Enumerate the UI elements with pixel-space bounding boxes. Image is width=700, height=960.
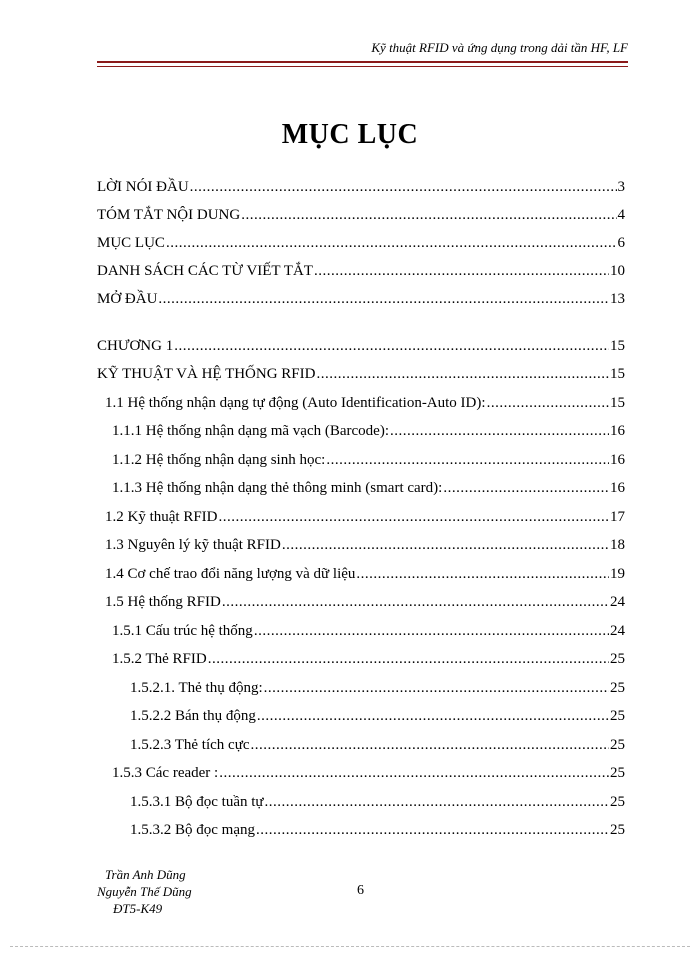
toc-entry-text: 1.1.2 Hệ thống nhận dạng sinh học: bbox=[112, 452, 326, 468]
toc-entry-page: 24 bbox=[610, 594, 625, 610]
running-header-title: Kỹ thuật RFID và ứng dụng trong dải tần HF, LF bbox=[371, 40, 628, 55]
footer-authors bbox=[97, 866, 192, 917]
footer-class-code: ĐT5-K49 bbox=[113, 901, 163, 916]
toc-entry[interactable] bbox=[112, 763, 625, 783]
toc-entry-page: 16 bbox=[610, 480, 625, 496]
footer-author-name: Trần Anh Dũng bbox=[105, 867, 186, 882]
toc-entry[interactable] bbox=[97, 289, 625, 309]
toc-leader-dots bbox=[443, 478, 609, 498]
toc-entry-text: CHƯƠNG 1 bbox=[97, 338, 174, 354]
toc-entry-page: 16 bbox=[610, 423, 625, 439]
toc-leader-dots bbox=[326, 450, 609, 470]
header-rule-thin bbox=[97, 66, 628, 67]
toc-leader-dots bbox=[251, 735, 610, 755]
toc-entry-page: 25 bbox=[610, 822, 625, 838]
toc-leader-dots bbox=[166, 233, 617, 253]
toc-entry-page: 15 bbox=[610, 338, 625, 354]
toc-entry[interactable] bbox=[105, 592, 625, 612]
toc-entry-text: 1.1 Hệ thống nhận dạng tự động (Auto Identification-Auto ID): bbox=[105, 395, 486, 411]
toc-entry-page: 25 bbox=[610, 680, 625, 696]
toc-entry-page: 15 bbox=[610, 395, 625, 411]
toc-entry-page: 6 bbox=[617, 235, 625, 251]
toc-leader-dots bbox=[265, 792, 609, 812]
toc-entry-text: 1.1.1 Hệ thống nhận dạng mã vạch (Barcode): bbox=[112, 423, 389, 439]
toc-entry-page: 25 bbox=[610, 651, 625, 667]
toc-entry-text: 1.5.3.2 Bộ đọc mạng bbox=[130, 822, 255, 838]
toc-entry-text: DANH SÁCH CÁC TỪ VIẾT TẮT bbox=[97, 263, 313, 279]
toc-leader-dots bbox=[256, 820, 609, 840]
toc-entry-text: 1.5.2.1. Thẻ thụ động: bbox=[130, 680, 263, 696]
toc-leader-dots bbox=[241, 205, 616, 225]
toc-leader-dots bbox=[190, 177, 617, 197]
toc-entry[interactable] bbox=[97, 336, 625, 356]
toc-entry-page: 25 bbox=[610, 765, 625, 781]
toc-entry-page: 17 bbox=[610, 509, 625, 525]
toc-entry[interactable] bbox=[97, 233, 625, 253]
toc-entry-page: 25 bbox=[610, 737, 625, 753]
toc-entry-page: 15 bbox=[610, 366, 625, 382]
page-bottom-edge bbox=[10, 946, 690, 947]
toc-entry[interactable] bbox=[112, 450, 625, 470]
toc-entry-text: 1.5.2.2 Bán thụ động bbox=[130, 708, 256, 724]
page-title: MỤC LỤC bbox=[281, 119, 419, 150]
toc-entry-page: 19 bbox=[610, 566, 625, 582]
toc-entry[interactable] bbox=[97, 261, 625, 281]
toc-entry[interactable] bbox=[97, 364, 625, 384]
toc-leader-dots bbox=[282, 535, 609, 555]
toc-leader-dots bbox=[356, 564, 609, 584]
toc-entry[interactable] bbox=[112, 649, 625, 669]
toc-leader-dots bbox=[158, 289, 609, 309]
toc-entry-text: LỜI NÓI ĐẦU bbox=[97, 179, 189, 195]
toc-entry-page: 18 bbox=[610, 537, 625, 553]
header-rule-thick bbox=[97, 61, 628, 63]
toc-entry[interactable] bbox=[97, 205, 625, 225]
toc-leader-dots bbox=[390, 421, 609, 441]
toc-entry[interactable] bbox=[105, 507, 625, 527]
toc-entry-text: MỞ ĐẦU bbox=[97, 291, 158, 307]
toc-entry-text: 1.5.2 Thẻ RFID bbox=[112, 651, 207, 667]
toc-entry-text: 1.5 Hệ thống RFID bbox=[105, 594, 221, 610]
toc-leader-dots bbox=[314, 261, 609, 281]
toc-entry-text: 1.2 Kỹ thuật RFID bbox=[105, 509, 218, 525]
toc-entry[interactable] bbox=[112, 421, 625, 441]
toc-leader-dots bbox=[219, 507, 610, 527]
toc-entry-page: 4 bbox=[617, 207, 625, 223]
toc-entry-page: 10 bbox=[610, 263, 625, 279]
toc-entry-text: 1.3 Nguyên lý kỹ thuật RFID bbox=[105, 537, 281, 553]
toc-entry[interactable] bbox=[130, 820, 625, 840]
toc-entry-page: 3 bbox=[617, 179, 625, 195]
toc-entry-text: TÓM TẮT NỘI DUNG bbox=[97, 207, 241, 223]
toc-entry[interactable] bbox=[130, 678, 625, 698]
toc-entry-text: 1.4 Cơ chế trao đổi năng lượng và dữ liệu bbox=[105, 566, 356, 582]
toc-leader-dots bbox=[264, 678, 609, 698]
toc-entry-page: 24 bbox=[610, 623, 625, 639]
footer-author-name: Nguyễn Thế Dũng bbox=[97, 884, 192, 899]
toc-entry-text: 1.5.1 Cấu trúc hệ thống bbox=[112, 623, 253, 639]
toc-entry-page: 25 bbox=[610, 794, 625, 810]
toc-entry-text: 1.5.3.1 Bộ đọc tuần tự bbox=[130, 794, 264, 810]
toc-entry[interactable] bbox=[130, 735, 625, 755]
toc-leader-dots bbox=[254, 621, 609, 641]
toc-entry-text: 1.5.2.3 Thẻ tích cực bbox=[130, 737, 250, 753]
toc-entry-text: 1.1.3 Hệ thống nhận dạng thẻ thông minh (smart card): bbox=[112, 480, 443, 496]
toc-leader-dots bbox=[174, 336, 609, 356]
toc-entry[interactable] bbox=[112, 478, 625, 498]
toc-leader-dots bbox=[222, 592, 609, 612]
toc-entry[interactable] bbox=[105, 564, 625, 584]
toc-entry-text: MỤC LỤC bbox=[97, 235, 165, 251]
toc-entry-text: 1.5.3 Các reader : bbox=[112, 765, 219, 781]
toc-entry[interactable] bbox=[105, 393, 625, 413]
toc-entry-page: 13 bbox=[610, 291, 625, 307]
toc-entry-text: KỸ THUẬT VÀ HỆ THỐNG RFID bbox=[97, 366, 316, 382]
toc-entry[interactable] bbox=[97, 177, 625, 197]
toc-entry[interactable] bbox=[112, 621, 625, 641]
toc-entry[interactable] bbox=[130, 706, 625, 726]
toc-entry-page: 16 bbox=[610, 452, 625, 468]
toc-leader-dots bbox=[257, 706, 609, 726]
page-number: 6 bbox=[357, 883, 364, 898]
toc-leader-dots bbox=[316, 364, 609, 384]
toc-entry-page: 25 bbox=[610, 708, 625, 724]
toc-leader-dots bbox=[487, 393, 609, 413]
toc-entry[interactable] bbox=[105, 535, 625, 555]
toc-leader-dots bbox=[208, 649, 609, 669]
toc-leader-dots bbox=[219, 763, 609, 783]
toc-entry[interactable] bbox=[130, 792, 625, 812]
